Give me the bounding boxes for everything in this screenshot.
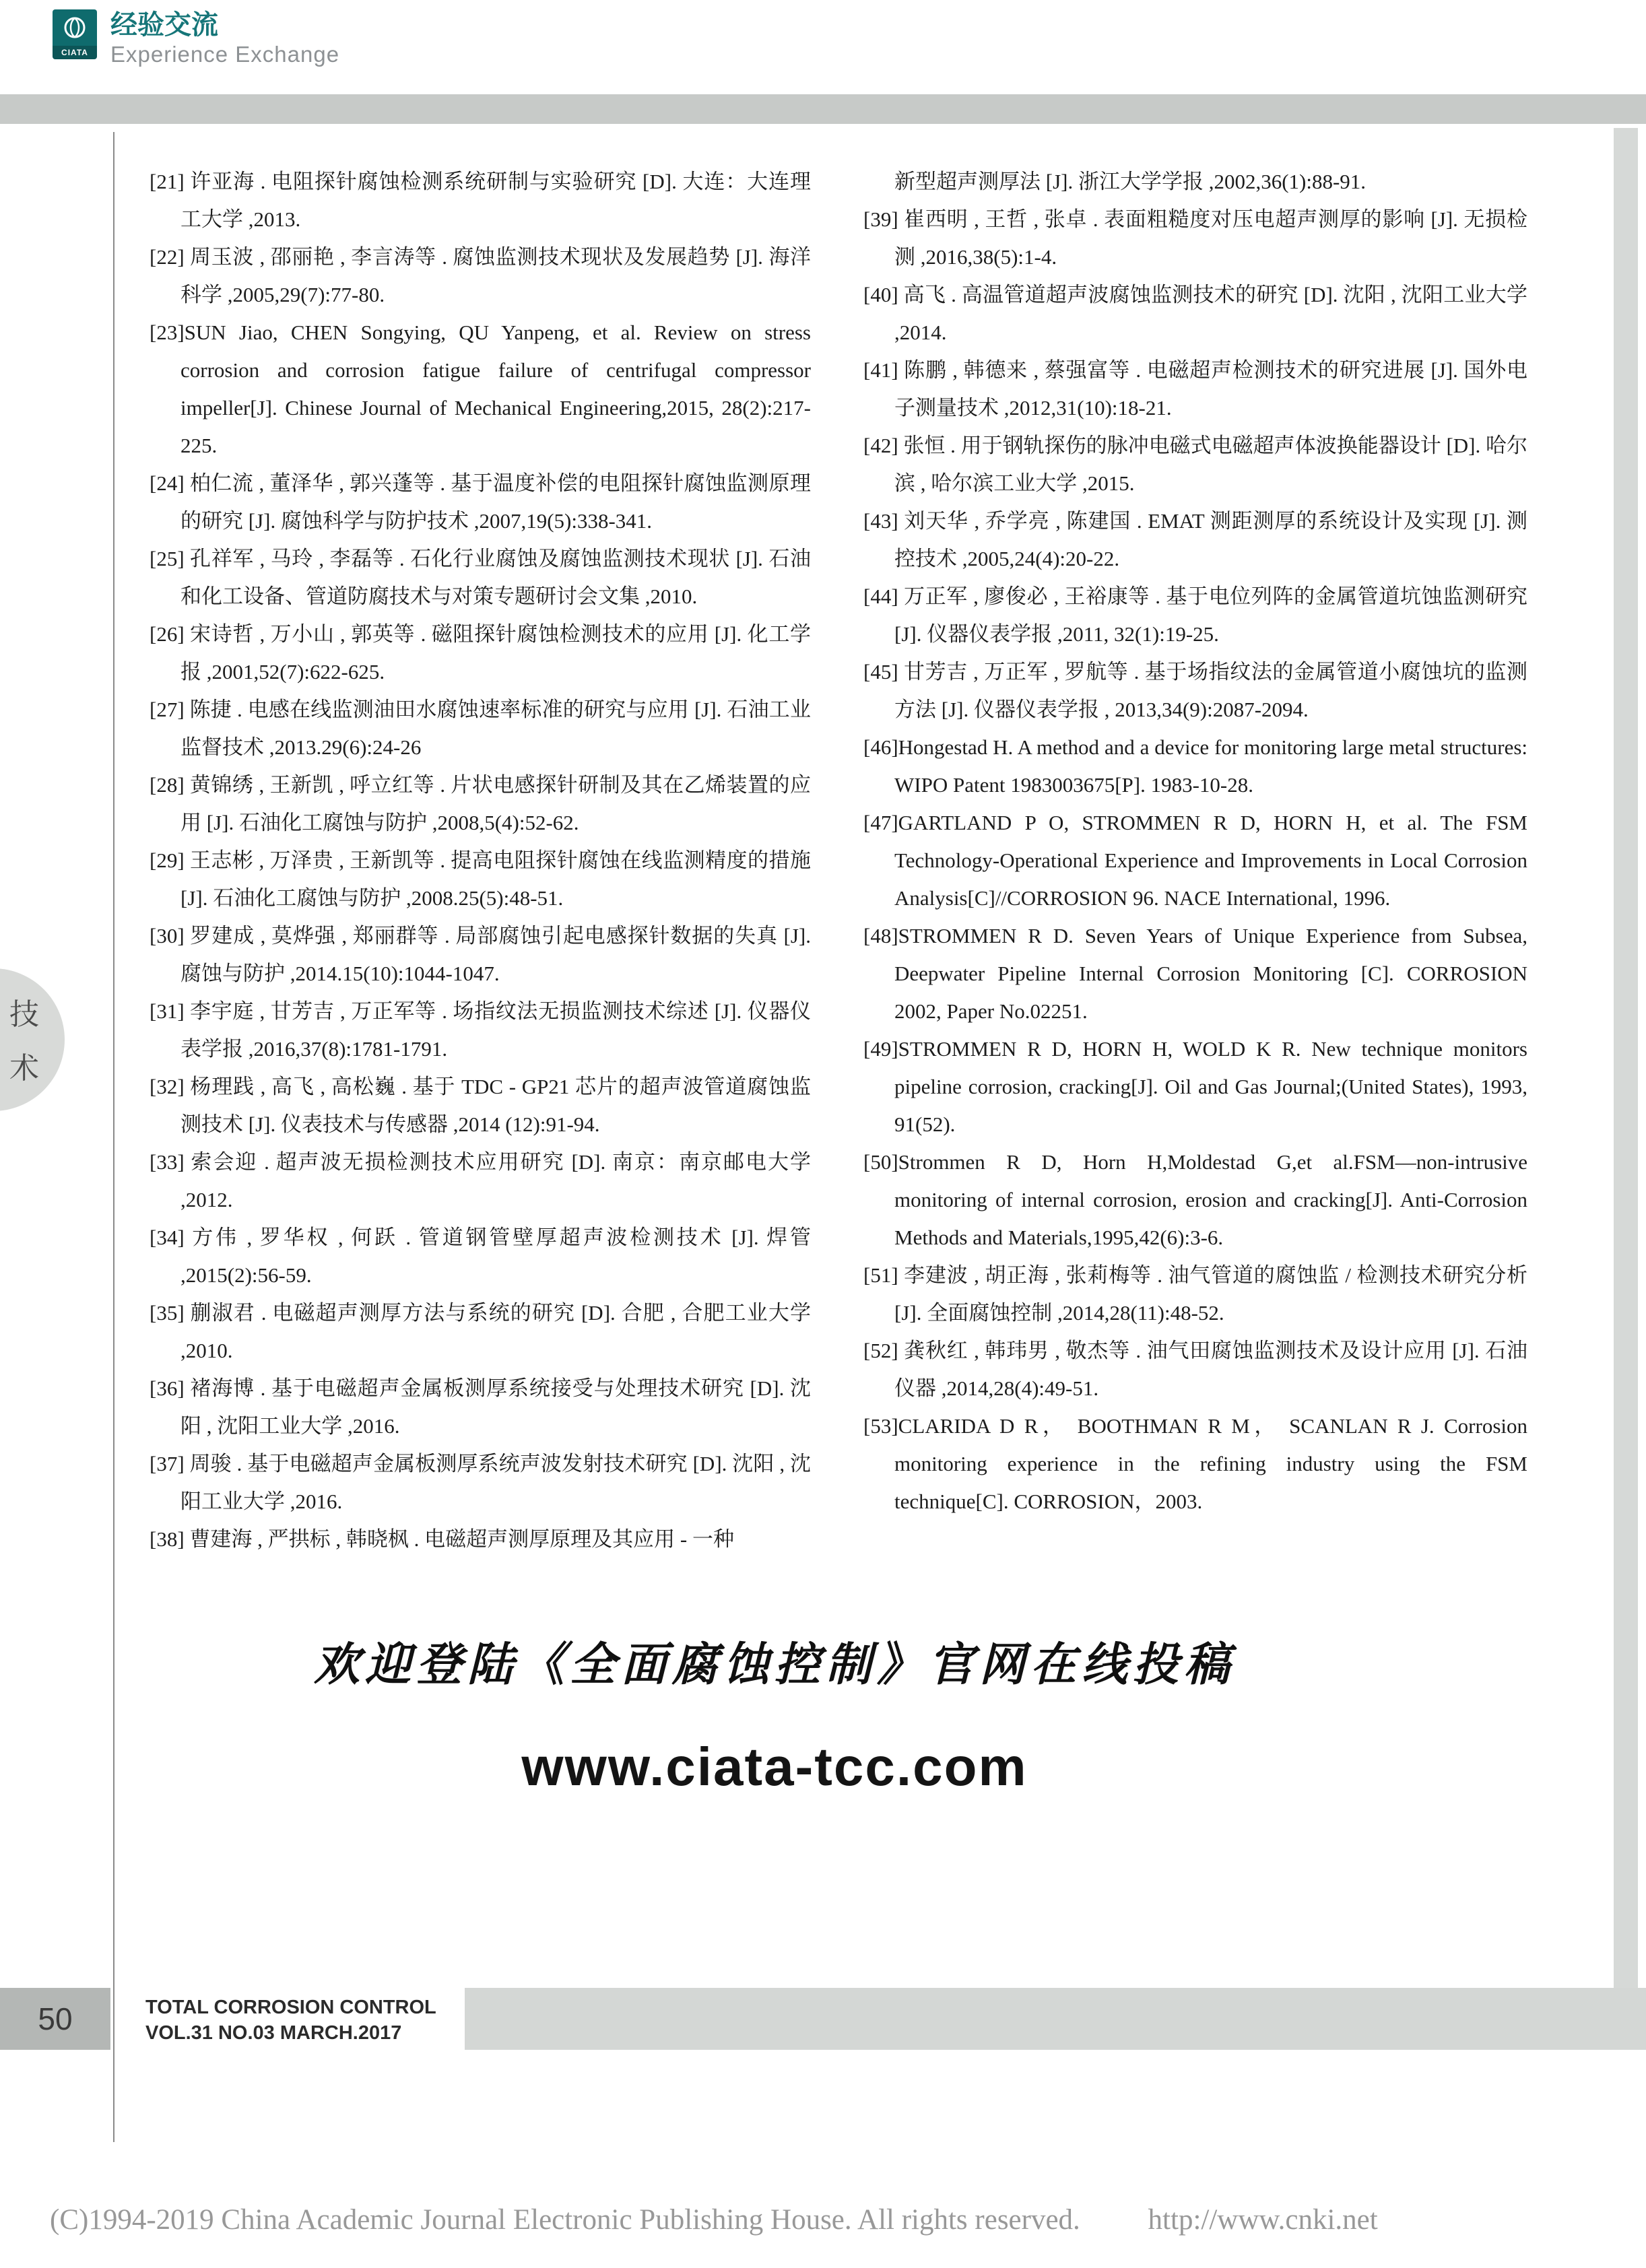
footer-gray-bar [465,1988,1646,2050]
journal-volume: VOL.31 NO.03 MARCH.2017 [145,2022,402,2044]
reference-item: [51] 李建波 , 胡正海 , 张莉梅等 . 油气管道的腐蚀监 / 检测技术研究分析 [J]. 全面腐蚀控制 ,2014,28(11):48-52. [863,1263,1527,1325]
reference-item: [35] 蒯淑君 . 电磁超声测厚方法与系统的研究 [D]. 合肥 , 合肥工业大学 ,2010. [150,1301,811,1362]
ciata-logo-icon [53,9,97,46]
reference-item: [53]CLARIDA D R， BOOTHMAN R M， SCANLAN R J. Corrosion monitoring experience in the refining industry using the FSM technique[C]. CORROSION，2003. [863,1414,1527,1513]
promo-text: 欢迎登陆《全面腐蚀控制》官网在线投稿 [313,1639,1235,1690]
page-number: 50 [0,1988,110,2050]
section-title-cn: 经验交流 [110,10,218,40]
reference-item: [31] 李宇庭 , 甘芳吉 , 万正军等 . 场指纹法无损监测技术综述 [J]. 仪器仪表学报 ,2016,37(8):1781-1791. [150,999,811,1061]
reference-item: [43] 刘天华 , 乔学亮 , 陈建国 . EMAT 测距测厚的系统设计及实现 [J]. 测控技术 ,2005,24(4):20-22. [863,509,1527,570]
reference-item: [46]Hongestad H. A method and a device for monitoring large metal structures: WIPO Patent 1983003675[P]. 1983-10-28. [863,735,1527,797]
promo-url: www.ciata-tcc.com [521,1737,1028,1797]
reference-item: [40] 高飞 . 高温管道超声波腐蚀监测技术的研究 [D]. 沈阳 , 沈阳工业大学 ,2014. [863,283,1527,344]
reference-item: [47]GARTLAND P O, STROMMEN R D, HORN H, et al. The FSM Technology-Operational Experience and Improvements in Local Corrosion Analysis[C]//CORROSION 96. NACE International, 1996. [863,811,1527,910]
header-titles [110,9,339,69]
reference-item: [38] 曹建海 , 严拱标 , 韩晓枫 . 电磁超声测厚原理及其应用 - 一种 [150,1527,734,1551]
side-tab-char-1: 技 [9,998,39,1031]
reference-item: [30] 罗建成 , 莫烨强 , 郑丽群等 . 局部腐蚀引起电感探针数据的失真 [J]. 腐蚀与防护 ,2014.15(10):1044-1047. [150,924,811,985]
reference-item: [42] 张恒 . 用于钢轨探伤的脉冲电磁式电磁超声体波换能器设计 [D]. 哈尔滨 , 哈尔滨工业大学 ,2015. [863,434,1527,495]
copyright-text: (C)1994-2019 China Academic Journal Electronic Publishing House. All rights reserved. [50,2204,1080,2236]
reference-item: [28] 黄锦绣 , 王新凯 , 呼立红等 . 片状电感探针研制及其在乙烯装置的应用 [J]. 石油化工腐蚀与防护 ,2008,5(4):52-62. [150,773,811,834]
left-vertical-rule [113,132,114,2142]
reference-item: [21] 许亚海 . 电阻探针腐蚀检测系统研制与实验研究 [D]. 大连：大连理工大学 ,2013. [150,170,811,231]
reference-item: [29] 王志彬 , 万泽贵 , 王新凯等 . 提高电阻探针腐蚀在线监测精度的措施 [J]. 石油化工腐蚀与防护 ,2008.25(5):48-51. [150,848,811,910]
reference-item: [49]STROMMEN R D, HORN H, WOLD K R. New technique monitors pipeline corrosion, cracking[J]. Oil and Gas Journal;(United States), 1993, 91(52). [863,1037,1527,1136]
reference-item: [48]STROMMEN R D. Seven Years of Unique Experience from Subsea, Deepwater Pipeline Internal Corrosion Monitoring [C]. CORROSION 2002, Paper No.02251. [863,924,1527,1023]
references-left-column [150,163,811,1558]
reference-item: [23]SUN Jiao, CHEN Songying, QU Yanpeng, et al. Review on stress corrosion and corrosion fatigue failure of centrifugal compressor impeller[J]. Chinese Journal of Mechanical Engineering,2015, 28(2):217-225. [150,321,811,457]
logo-text: CIATA [53,46,97,59]
reference-item: [34] 方伟 , 罗华权 , 何跃 . 管道钢管壁厚超声波检测技术 [J]. 焊管 ,2015(2):56-59. [150,1226,811,1287]
reference-item: [39] 崔西明 , 王哲 , 张卓 . 表面粗糙度对压电超声测厚的影响 [J]. 无损检测 ,2016,38(5):1-4. [863,207,1527,269]
reference-item: [32] 杨理践 , 高飞 , 高松巍 . 基于 TDC - GP21 芯片的超声波管道腐蚀监测技术 [J]. 仪表技术与传感器 ,2014 (12):91-94. [150,1075,811,1136]
header-divider-bar [0,94,1646,124]
ciata-logo [53,9,97,59]
reference-item: [41] 陈鹏 , 韩德来 , 蔡强富等 . 电磁超声检测技术的研究进展 [J]. 国外电子测量技术 ,2012,31(10):18-21. [863,358,1527,420]
section-title-en: Experience Exchange [110,42,340,67]
page-header [53,9,339,69]
reference-item: [45] 甘芳吉 , 万正军 , 罗航等 . 基于场指纹法的金属管道小腐蚀坑的监测方法 [J]. 仪器仪表学报 , 2013,34(9):2087-2094. [863,660,1527,721]
reference-item: [26] 宋诗哲 , 万小山 , 郭英等 . 磁阻探针腐蚀检测技术的应用 [J]. 化工学报 ,2001,52(7):622-625. [150,622,811,683]
reference-item: [25] 孔祥军 , 马玲 , 李磊等 . 石化行业腐蚀及腐蚀监测技术现状 [J]. 石油和化工设备、管道防腐技术与对策专题研讨会文集 ,2010. [150,547,811,608]
reference-item: 新型超声测厚法 [J]. 浙江大学学报 ,2002,36(1):88-91. [894,170,1367,193]
side-tab-char-2: 术 [9,1052,39,1085]
reference-item: [52] 龚秋红 , 韩玮男 , 敬杰等 . 油气田腐蚀监测技术及设计应用 [J]. 石油仪器 ,2014,28(4):49-51. [863,1339,1527,1400]
reference-item: [50]Strommen R D, Horn H,Moldestad G,et al.FSM—non-intrusive monitoring of internal corrosion, erosion and cracking[J]. Anti-Corrosion Methods and Materials,1995,42(6):3-6. [863,1150,1527,1249]
reference-item: [27] 陈捷 . 电感在线监测油田水腐蚀速率标准的研究与应用 [J]. 石油工业监督技术 ,2013.29(6):24-26 [150,698,811,759]
side-tab-label [9,990,39,1087]
reference-item: [22] 周玉波 , 邵丽艳 , 李言涛等 . 腐蚀监测技术现状及发展趋势 [J]. 海洋科学 ,2005,29(7):77-80. [150,245,811,306]
footer-journal-info [145,1995,436,2046]
reference-item: [33] 索会迎 . 超声波无损检测技术应用研究 [D]. 南京：南京邮电大学 ,2012. [150,1150,811,1211]
reference-item: [36] 褚海博 . 基于电磁超声金属板测厚系统接受与处理技术研究 [D]. 沈阳 , 沈阳工业大学 ,2016. [150,1376,811,1438]
copyright-line [50,2203,1599,2236]
cnki-url: http://www.cnki.net [1148,2204,1378,2236]
reference-item: [37] 周骏 . 基于电磁超声金属板测厚系统声波发射技术研究 [D]. 沈阳 , 沈阳工业大学 ,2016. [150,1452,811,1513]
reference-item: [44] 万正军 , 廖俊必 , 王裕康等 . 基于电位列阵的金属管道坑蚀监测研究 [J]. 仪器仪表学报 ,2011, 32(1):19-25. [863,585,1527,646]
right-margin-bar [1614,128,1638,1988]
side-tab-technology [0,968,65,1111]
journal-name: TOTAL CORROSION CONTROL [145,1997,436,2018]
reference-item: [24] 柏仁流 , 董泽华 , 郭兴蓬等 . 基于温度补偿的电阻探针腐蚀监测原理的研究 [J]. 腐蚀科学与防护技术 ,2007,19(5):338-341. [150,471,811,533]
references-right-column [863,163,1527,1521]
